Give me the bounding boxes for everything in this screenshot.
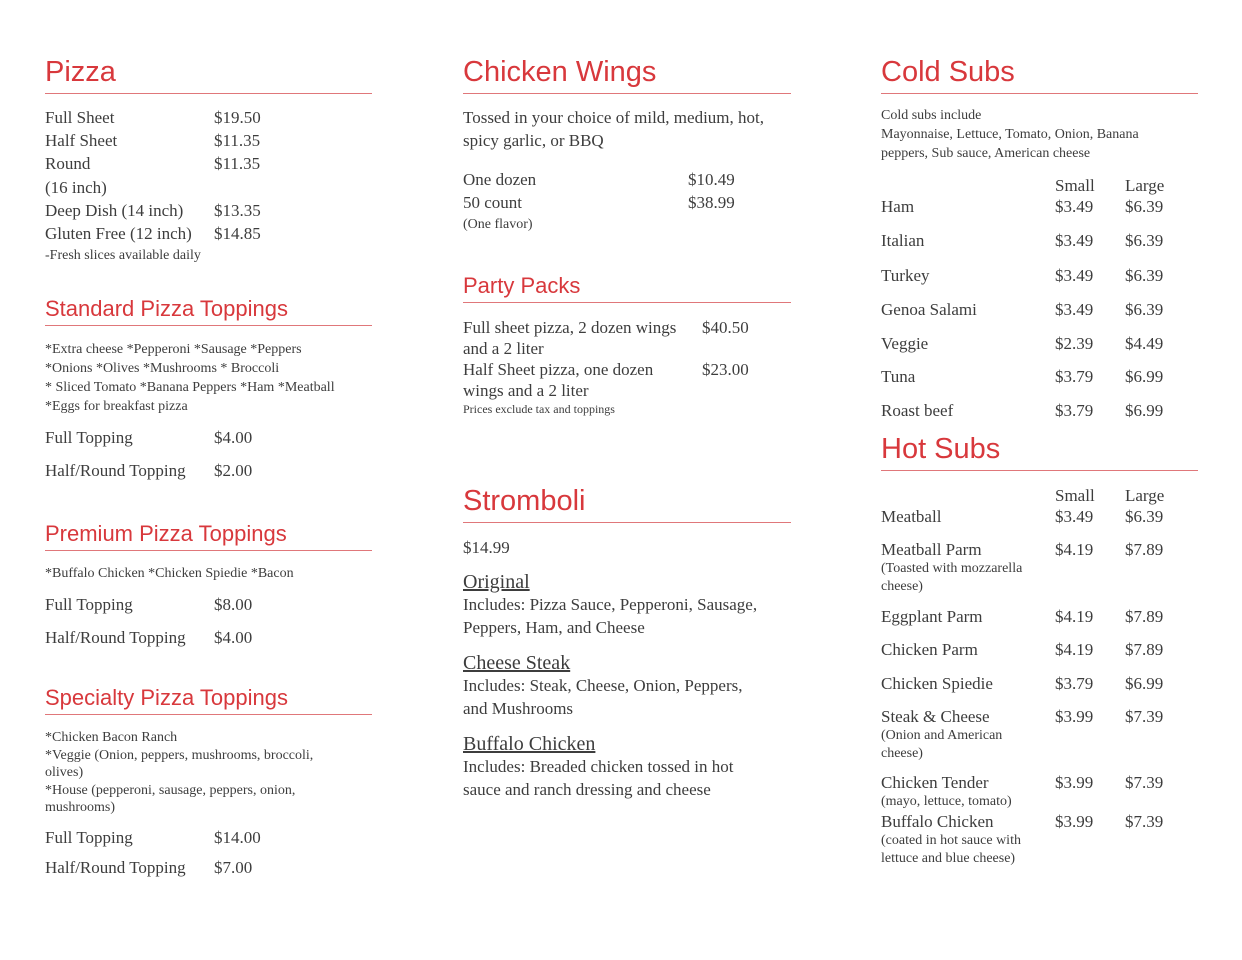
party-pack-line: Half Sheet pizza, one dozen [463,360,654,379]
hot-sub-note: (mayo, lettuce, tomato) [881,794,1012,809]
cold-sub-large-price: $4.49 [1125,334,1164,353]
topping-price-label: Full Topping [45,428,133,447]
cold-subs-intro: peppers, Sub sauce, American cheese [881,146,1091,161]
party-pack-line: and a 2 liter [463,339,544,358]
wings-item-price: $38.99 [688,193,735,212]
hot-sub-large-price: $7.89 [1125,607,1164,626]
cold-sub-large-price: $6.39 [1125,231,1164,250]
topping-list-line: *Eggs for breakfast pizza [45,399,188,414]
topping-list-line: *Veggie (Onion, peppers, mushrooms, broccoli, [45,748,314,763]
hot-sub-note: cheese) [881,746,923,761]
hot-sub-note: lettuce and blue cheese) [881,851,1016,866]
cold-sub-small-price: $3.79 [1055,401,1094,420]
hot-sub-name: Chicken Spiedie [881,674,993,693]
hot-sub-note: cheese) [881,579,923,594]
pizza-item-price: $14.85 [214,224,261,243]
cold-sub-name: Roast beef [881,401,954,420]
hot-sub-large-price: $6.39 [1125,507,1164,526]
topping-price: $4.00 [214,428,253,447]
cold-sub-name: Tuna [881,367,916,386]
cold-sub-large-price: $6.39 [1125,266,1164,285]
topping-price-label: Half/Round Topping [45,628,186,647]
stromboli-item-desc: Includes: Steak, Cheese, Onion, Peppers, [463,676,743,695]
column-header-large: Large [1125,486,1165,505]
topping-price: $2.00 [214,461,253,480]
wings-item-name: 50 count [463,193,523,212]
hot-sub-large-price: $7.39 [1125,773,1164,792]
cold-sub-large-price: $6.39 [1125,197,1164,216]
hot-sub-note: (Toasted with mozzarella [881,561,1023,576]
party-pack-price: $40.50 [702,318,749,337]
cold-sub-name: Italian [881,231,925,250]
cold-sub-small-price: $3.49 [1055,266,1094,285]
cold-sub-small-price: $3.49 [1055,197,1094,216]
topping-list-line: mushrooms) [45,800,115,815]
hot-sub-name: Chicken Tender [881,773,989,792]
wings-description: Tossed in your choice of mild, medium, hot, [463,108,764,127]
hot-sub-name: Steak & Cheese [881,707,990,726]
wings-item-price: $10.49 [688,170,735,189]
cold-sub-name: Veggie [881,334,929,353]
cold-sub-name: Ham [881,197,915,216]
hot-sub-note: (coated in hot sauce with [881,833,1021,848]
cold-sub-small-price: $3.79 [1055,367,1094,386]
topping-list-line: *Buffalo Chicken *Chicken Spiedie *Bacon [45,566,294,581]
pizza-item-name: (16 inch) [45,178,107,197]
cold-sub-large-price: $6.99 [1125,367,1164,386]
topping-price-label: Full Topping [45,595,133,614]
topping-list-line: *Chicken Bacon Ranch [45,730,178,745]
party-packs-heading: Party Packs [463,275,791,303]
hot-sub-name: Meatball [881,507,942,526]
wings-heading: Chicken Wings [463,58,791,94]
hot-sub-small-price: $3.99 [1055,707,1094,726]
cold-sub-small-price: $2.39 [1055,334,1094,353]
pizza-note: -Fresh slices available daily [45,248,201,263]
hot-sub-small-price: $4.19 [1055,640,1094,659]
wings-note: (One flavor) [463,217,533,232]
hot-sub-small-price: $3.99 [1055,812,1094,831]
stromboli-item-desc: Peppers, Ham, and Cheese [463,618,645,637]
hot-subs-heading: Hot Subs [881,435,1198,471]
cold-subs-heading: Cold Subs [881,58,1198,94]
wings-item-name: One dozen [463,170,537,189]
stromboli-item-desc: Includes: Breaded chicken tossed in hot [463,757,734,776]
hot-sub-name: Buffalo Chicken [881,812,994,831]
party-pack-line: Full sheet pizza, 2 dozen wings [463,318,677,337]
pizza-heading: Pizza [45,58,372,94]
hot-sub-large-price: $7.39 [1125,707,1164,726]
party-packs-note: Prices exclude tax and toppings [463,402,615,416]
hot-sub-large-price: $7.39 [1125,812,1164,831]
stromboli-item-name: Original [463,571,530,593]
pizza-item-name: Half Sheet [45,131,118,150]
topping-price-label: Half/Round Topping [45,461,186,480]
stromboli-item-desc: and Mushrooms [463,699,574,718]
pizza-item-price: $11.35 [214,131,261,150]
column-header-small: Small [1055,176,1095,195]
stromboli-item-name: Buffalo Chicken [463,733,596,755]
topping-list-line: *Extra cheese *Pepperoni *Sausage *Peppers [45,342,302,357]
topping-list-line: *House (pepperoni, sausage, peppers, onion, [45,783,296,798]
hot-sub-small-price: $3.79 [1055,674,1094,693]
cold-sub-large-price: $6.39 [1125,300,1164,319]
pizza-item-price: $13.35 [214,201,261,220]
hot-sub-name: Meatball Parm [881,540,982,559]
cold-subs-intro: Mayonnaise, Lettuce, Tomato, Onion, Banana [881,127,1139,142]
cold-sub-small-price: $3.49 [1055,231,1094,250]
hot-sub-name: Eggplant Parm [881,607,983,626]
hot-sub-large-price: $7.89 [1125,640,1164,659]
cold-subs-intro: Cold subs include [881,108,982,123]
pizza-item-name: Deep Dish (14 inch) [45,201,184,220]
cold-sub-name: Turkey [881,266,930,285]
party-pack-price: $23.00 [702,360,749,379]
topping-price: $4.00 [214,628,253,647]
topping-list-line: * Sliced Tomato *Banana Peppers *Ham *Meatball [45,380,335,395]
hot-sub-small-price: $3.49 [1055,507,1094,526]
topping-list-line: *Onions *Olives *Mushrooms * Broccoli [45,361,280,376]
pizza-item-name: Gluten Free (12 inch) [45,224,192,243]
pizza-item-name: Round [45,154,91,173]
pizza-item-price: $11.35 [214,154,261,173]
hot-sub-small-price: $4.19 [1055,607,1094,626]
stromboli-price: $14.99 [463,538,510,557]
pizza-item-name: Full Sheet [45,108,115,127]
stromboli-item-name: Cheese Steak [463,652,571,674]
party-pack-line: wings and a 2 liter [463,381,589,400]
hot-sub-note: (Onion and American [881,728,1003,743]
stromboli-item-desc: sauce and ranch dressing and cheese [463,780,711,799]
premium-toppings-heading: Premium Pizza Toppings [45,523,372,551]
topping-price: $14.00 [214,828,261,847]
hot-sub-name: Chicken Parm [881,640,978,659]
stromboli-item-desc: Includes: Pizza Sauce, Pepperoni, Sausage, [463,595,758,614]
specialty-toppings-heading: Specialty Pizza Toppings [45,687,372,715]
pizza-item-price: $19.50 [214,108,261,127]
topping-price: $8.00 [214,595,253,614]
cold-sub-small-price: $3.49 [1055,300,1094,319]
column-header-large: Large [1125,176,1165,195]
topping-price-label: Full Topping [45,828,133,847]
cold-sub-name: Genoa Salami [881,300,977,319]
hot-sub-small-price: $3.99 [1055,773,1094,792]
wings-description: spicy garlic, or BBQ [463,131,604,150]
topping-list-line: olives) [45,765,84,780]
stromboli-heading: Stromboli [463,487,791,523]
hot-sub-large-price: $7.89 [1125,540,1164,559]
topping-price-label: Half/Round Topping [45,858,186,877]
hot-sub-large-price: $6.99 [1125,674,1164,693]
topping-price: $7.00 [214,858,253,877]
hot-sub-small-price: $4.19 [1055,540,1094,559]
cold-sub-large-price: $6.99 [1125,401,1164,420]
column-header-small: Small [1055,486,1095,505]
standard-toppings-heading: Standard Pizza Toppings [45,298,372,326]
